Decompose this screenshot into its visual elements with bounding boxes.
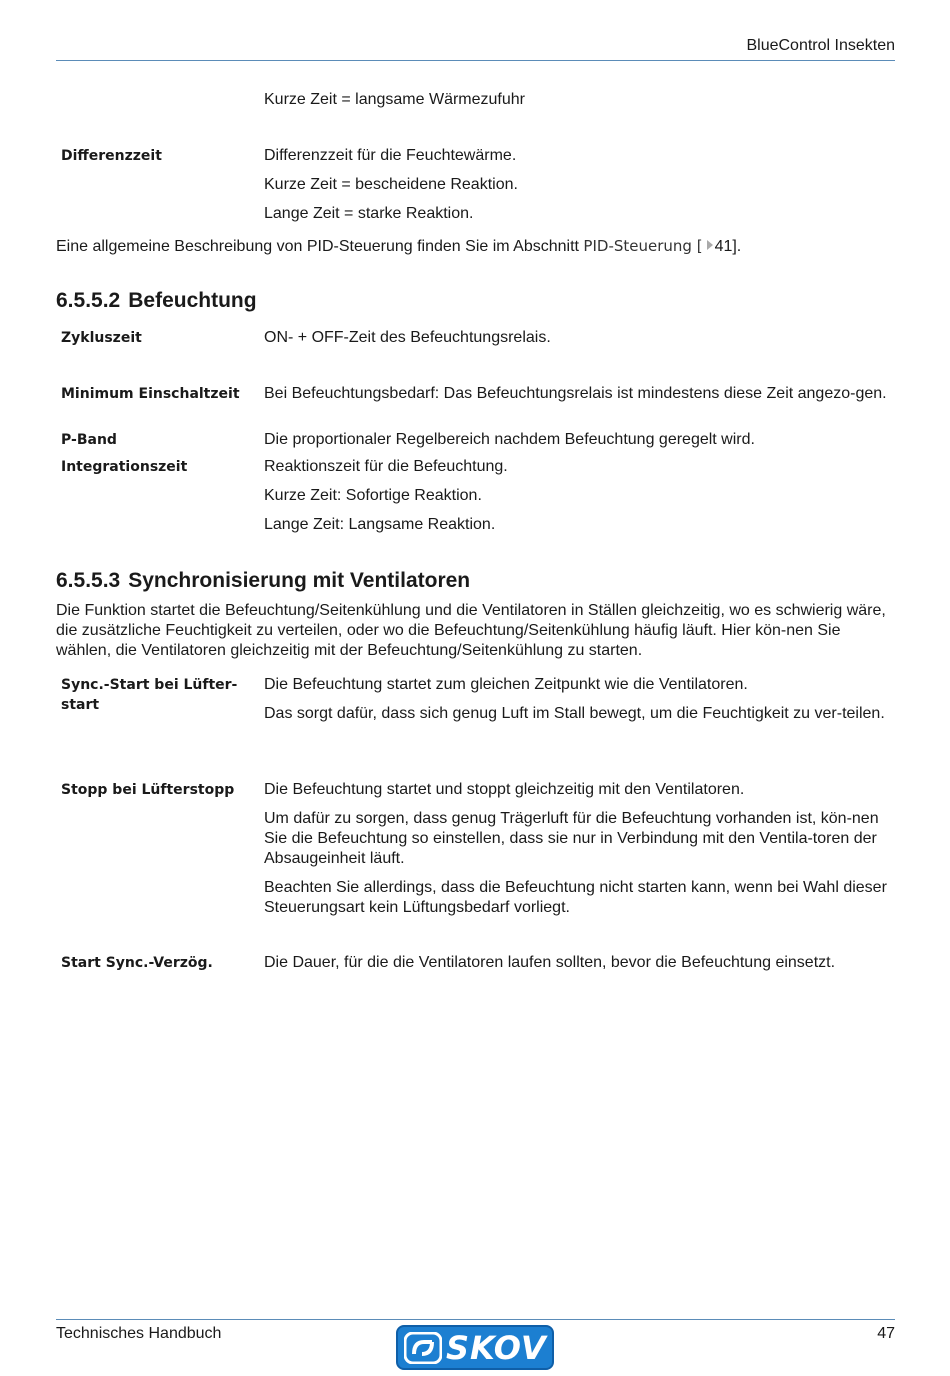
definition-term: Minimum Einschaltzeit bbox=[61, 386, 240, 402]
description-line: Lange Zeit: Langsame Reaktion. bbox=[264, 516, 496, 533]
page-header bbox=[56, 36, 895, 61]
definition-description bbox=[264, 675, 896, 724]
definition-description bbox=[264, 146, 896, 224]
description-line: Die proportionaler Regelbereich nachdem Befeuchtung geregelt wird. bbox=[264, 431, 755, 448]
continuation-text: Kurze Zeit = langsame Wärmezufuhr bbox=[264, 91, 525, 108]
definition-term: Zykluszeit bbox=[61, 330, 142, 346]
definition-term: Integrationszeit bbox=[61, 459, 188, 475]
page-ref-arrow-icon bbox=[707, 240, 713, 250]
pid-note bbox=[56, 236, 896, 257]
skov-logo bbox=[396, 1325, 554, 1370]
description-line: Die Dauer, für die die Ventilatoren laufen sollten, bevor die Befeuchtung einsetzt. bbox=[264, 954, 836, 971]
pid-link[interactable]: PID-Steuerung bbox=[583, 237, 692, 255]
page-ref[interactable]: 41]. bbox=[714, 238, 742, 255]
definition-term: Start Sync.-Verzög. bbox=[61, 955, 213, 971]
description-line: Beachten Sie allerdings, dass die Befeuchtung nicht starten kann, wenn bei Wahl dieser Steuerungsart kein Lüftungsbedarf vorliegt. bbox=[264, 879, 887, 916]
section-title: Synchronisierung mit Ventilatoren bbox=[128, 569, 471, 592]
document-title: BlueControl Insekten bbox=[746, 37, 895, 54]
section-number: 6.5.5.3 bbox=[56, 569, 121, 592]
skov-logo-icon bbox=[404, 1332, 442, 1364]
definition-description bbox=[264, 384, 900, 404]
definition-description bbox=[264, 328, 896, 348]
open-bracket: [ bbox=[691, 237, 703, 255]
pid-note-text: Eine allgemeine Beschreibung von PID-Steuerung finden Sie im Abschnitt bbox=[56, 238, 584, 255]
footer-rule bbox=[56, 1319, 895, 1320]
description-line: ON- + OFF-Zeit des Befeuchtungsrelais. bbox=[264, 329, 551, 346]
description-line: Das sorgt dafür, dass sich genug Luft im Stall bewegt, um die Feuchtigkeit zu ver-teilen. bbox=[264, 705, 885, 722]
definition-description bbox=[264, 780, 896, 918]
section-intro-paragraph: Die Funktion startet die Befeuchtung/Seitenkühlung und die Ventilatoren in Ställen gleichzeitig, wo es schwierig wäre, die zusätzliche Feuchtigkeit zu verteilen, oder wo die Befeuchtung/Seitenkühlung häufig läuft. Hier kön-nen Sie wählen, die Ventilatoren gleichzeitig mit der Befeuchtung/Seitenkühlung zu starten. bbox=[56, 602, 886, 659]
definition-term: Differenzzeit bbox=[61, 148, 162, 164]
logo-text: SKOV bbox=[446, 1329, 547, 1367]
description-line: Kurze Zeit = bescheidene Reaktion. bbox=[264, 176, 518, 193]
definition-description bbox=[264, 430, 896, 450]
section-heading-befeuchtung bbox=[56, 288, 257, 314]
section-title: Befeuchtung bbox=[128, 289, 257, 312]
description-line: Lange Zeit = starke Reaktion. bbox=[264, 205, 474, 222]
definition-description bbox=[264, 953, 896, 973]
footer-doc-name: Technisches Handbuch bbox=[56, 1325, 222, 1342]
definition-term: Stopp bei Lüfterstopp bbox=[61, 782, 235, 798]
description-line: Die Befeuchtung startet und stoppt gleichzeitig mit den Ventilatoren. bbox=[264, 781, 745, 798]
page-number: 47 bbox=[877, 1325, 895, 1342]
definition-term: P-Band bbox=[61, 432, 117, 448]
description-line: Reaktionszeit für die Befeuchtung. bbox=[264, 458, 508, 475]
description-line: Differenzzeit für die Feuchtewärme. bbox=[264, 147, 517, 164]
section-number: 6.5.5.2 bbox=[56, 289, 121, 312]
definition-description bbox=[264, 457, 896, 535]
description-line: Bei Befeuchtungsbedarf: Das Befeuchtungsrelais ist mindestens diese Zeit angezo-gen. bbox=[264, 385, 887, 402]
description-line: Kurze Zeit: Sofortige Reaktion. bbox=[264, 487, 482, 504]
description-line: Die Befeuchtung startet zum gleichen Zeitpunkt wie die Ventilatoren. bbox=[264, 676, 748, 693]
definition-term: Sync.-Start bei Lüfter-start bbox=[61, 677, 238, 713]
section-heading-sync bbox=[56, 568, 470, 594]
description-line: Um dafür zu sorgen, dass genug Trägerluft für die Befeuchtung vorhanden ist, kön-nen Sie die Befeuchtung so einstellen, dass sie nur in Verbindung mit den Ventila-toren der Absaugeinheit läuft. bbox=[264, 810, 879, 867]
